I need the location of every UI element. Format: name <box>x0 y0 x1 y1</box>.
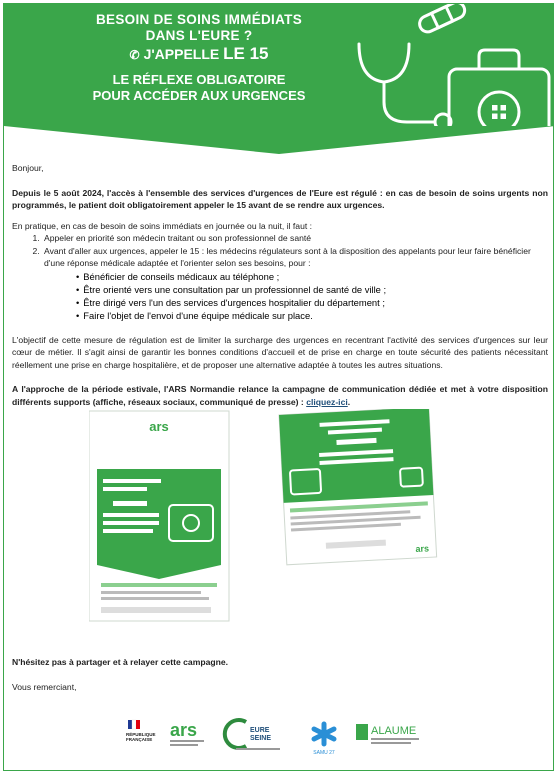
bullets-list <box>12 270 548 322</box>
objective-paragraph: L'objectif de cette mesure de régulation est de limiter la surcharge des urgences en recentrant l'activité des services d'urgences sur leur cœur de métier. Il s'agit ainsi de garantir les bonnes conditions d'accueil et de prise en charge en toute sécurité des patients nécessitant réellement une prise en charge hospitalière, et de proposer une alternative adaptée à toutes les autres situations. <box>12 334 548 370</box>
svg-text:ars: ars <box>149 419 169 434</box>
medical-kit-illustration <box>339 4 554 126</box>
greeting: Bonjour, <box>12 163 44 173</box>
svg-text:ars: ars <box>415 543 430 555</box>
step-item: 1. Appeler en priorité son médecin traitant ou son professionnel de santé <box>42 232 548 245</box>
email-body <box>12 162 548 408</box>
republique-francaise-logo <box>126 720 156 742</box>
bandage-icon <box>417 4 467 35</box>
campaign-text: A l'approche de la période estivale, l'ARS Normandie relance la campagne de communication dédiée et met à votre disposition différents supports (affiche, réseaux sociaux, communiqué de presse) : <box>12 384 548 407</box>
banner-line2-prefix: J'APPELLE <box>143 46 220 62</box>
campaign-link[interactable]: cliquez-ici <box>306 396 348 407</box>
ars-logo <box>170 720 204 746</box>
svg-text:ALAUME: ALAUME <box>371 725 417 737</box>
banner-line1b: DANS L'EURE ? <box>145 28 253 43</box>
svg-text:FRANÇAISE: FRANÇAISE <box>126 737 153 742</box>
stethoscope-icon <box>359 44 409 82</box>
poster-landscape <box>279 409 437 565</box>
steps-list <box>12 232 548 270</box>
svg-text:ars: ars <box>170 720 198 740</box>
campaign-banner <box>4 4 554 126</box>
campaign-paragraph: A l'approche de la période estivale, l'ARS Normandie relance la campagne de communication dédiée et met à votre disposition différents supports (affiche, réseaux sociaux, communiqué de presse) : cliquez-ici. <box>12 384 548 407</box>
partner-logos <box>124 716 444 756</box>
banner-line1a: BESOIN DE SOINS IMMÉDIATS <box>95 12 303 27</box>
bullet-item: • Bénéficier de conseils médicaux au téléphone ; <box>84 270 548 283</box>
thanks-line: Vous remerciant, <box>12 681 77 692</box>
bullet-item: • Faire l'objet de l'envoi d'une équipe médicale sur place. <box>84 309 548 322</box>
bullet-item: • Être dirigé vers l'un des services d'urgences hospitalier du département ; <box>84 296 548 309</box>
banner-notch <box>4 126 554 154</box>
email-frame <box>3 3 554 771</box>
eure-seine-logo <box>225 720 280 750</box>
banner-line3a: LE RÉFLEXE OBLIGATOIRE <box>112 72 286 87</box>
samu-logo <box>313 724 335 756</box>
poster-portrait <box>89 411 229 621</box>
closing <box>12 656 228 693</box>
alaume-logo <box>356 724 419 744</box>
banner-line2-big: LE 15 <box>223 44 269 63</box>
campaign-posters <box>89 409 469 624</box>
practice-intro: En pratique, en cas de besoin de soins immédiats en journée ou la nuit, il faut : <box>12 220 313 231</box>
share-line: N'hésitez pas à partager et à relayer cette campagne. <box>12 657 229 667</box>
svg-text:EURE: EURE <box>250 727 270 734</box>
svg-text:RÉPUBLIQUE: RÉPUBLIQUE <box>126 732 156 737</box>
step-item: 2. Avant d'aller aux urgences, appeler le 15 : les médecins régulateurs sont à la disposition des appelants pour leur faire bénéficier d'une réponse médicale adaptée et l'orienter selon ses besoins, pour : <box>42 245 548 270</box>
banner-text <box>74 12 324 104</box>
bullet-item: • Être orienté vers une consultation par un professionnel de santé de ville ; <box>84 283 548 296</box>
banner-line2 <box>74 45 324 64</box>
intro-paragraph: Depuis le 5 août 2024, l'accès à l'ensemble des services d'urgences de l'Eure est régulé : en cas de besoin de soins urgents non programmés, le patient doit obligatoirement appeler le 15 avant de se rendre aux urgences. <box>12 187 548 210</box>
banner-line3b: POUR ACCÉDER AUX URGENCES <box>92 88 306 103</box>
svg-text:SAMU 27: SAMU 27 <box>313 750 335 756</box>
phone-icon: ✆ <box>129 48 140 62</box>
svg-text:SEINE: SEINE <box>250 735 272 742</box>
